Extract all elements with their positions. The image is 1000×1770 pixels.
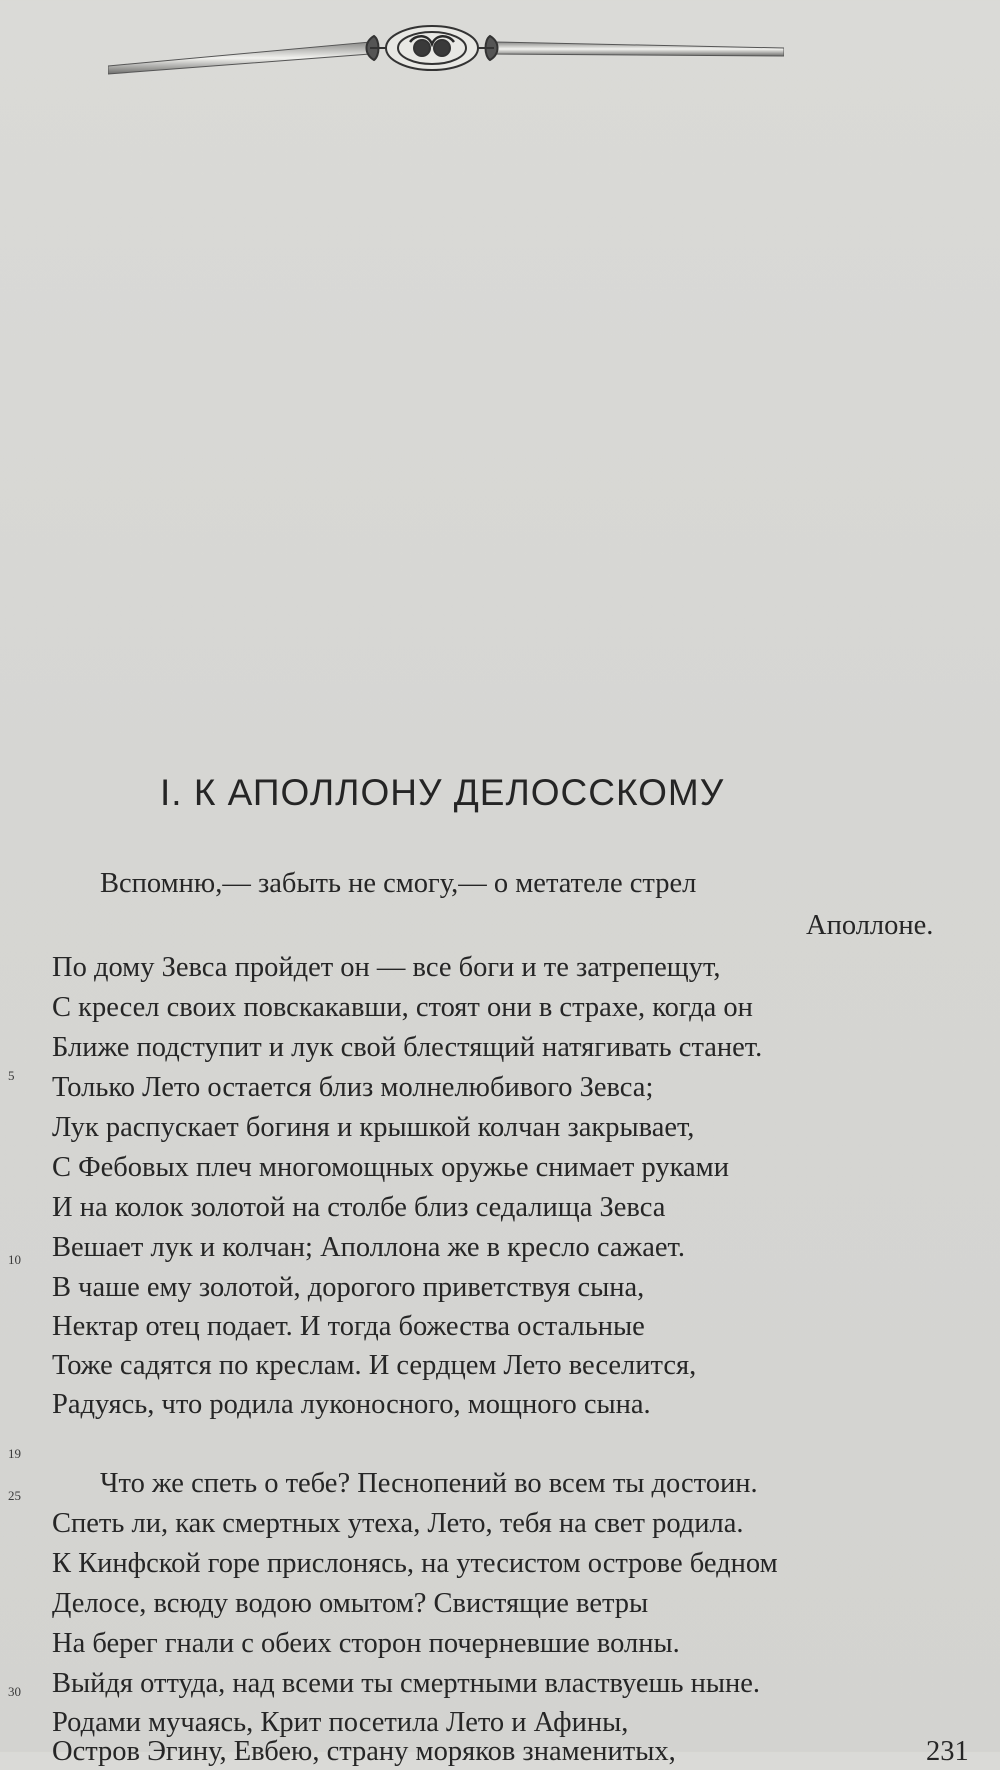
verse-line: Радуясь, что родила луконосного, мощного сына. bbox=[52, 1389, 651, 1420]
header-ornament bbox=[108, 14, 784, 86]
line-number: 30 bbox=[8, 1684, 21, 1699]
verse-line: Что же спеть о тебе? Песнопений во всем ты достоин. bbox=[100, 1468, 758, 1499]
line-number: 5 bbox=[8, 1068, 15, 1083]
page-number: 231 bbox=[926, 1736, 969, 1767]
verse-line: К Кинфской горе прислонясь, на утесистом острове бедном bbox=[52, 1548, 778, 1579]
verse-line: Лук распускает богиня и крышкой колчан закрывает, bbox=[52, 1112, 695, 1143]
verse-line: По дому Зевса пройдет он — все боги и те затрепещут, bbox=[52, 952, 721, 983]
line-number: 10 bbox=[8, 1252, 21, 1267]
verse-line: Вешает лук и колчан; Аполлона же в кресло сажает. bbox=[52, 1232, 685, 1263]
verse-line: Делосе, всюду водою омытом? Свистящие ветры bbox=[52, 1588, 649, 1619]
verse-line: Выйдя оттуда, над всеми ты смертными властвуешь ныне. bbox=[52, 1668, 761, 1699]
verse-line: С Фебовых плеч многомощных оружье снимает руками bbox=[52, 1152, 729, 1183]
poem-title: I. К АПОЛЛОНУ ДЕЛОССКОМУ bbox=[160, 772, 725, 813]
verse-line: С кресел своих повскакавши, стоят они в страхе, когда он bbox=[52, 992, 753, 1023]
verse-line: Только Лето остается близ молнелюбивого Зевса; bbox=[52, 1072, 654, 1103]
verse-line: На берег гнали с обеих сторон почерневшие волны. bbox=[52, 1628, 680, 1659]
line-number: 19 bbox=[8, 1446, 21, 1461]
line-number: 25 bbox=[8, 1488, 21, 1503]
verse-line: Тоже садятся по креслам. И сердцем Лето веселится, bbox=[52, 1350, 697, 1381]
verse-line: Остров Эгину, Евбею, страну моряков знаменитых, bbox=[52, 1736, 676, 1767]
verse-line: В чаше ему золотой, дорогого приветствуя сына, bbox=[52, 1272, 645, 1303]
verse-line: И на колок золотой на столбе близ седалища Зевса bbox=[52, 1192, 666, 1223]
verse-line: Ближе подступит и лук свой блестящий натягивать станет. bbox=[52, 1032, 763, 1063]
verse-line: Вспомню,— забыть не смогу,— о метателе стрел bbox=[100, 868, 697, 899]
verse-line: Родами мучаясь, Крит посетила Лето и Афины, bbox=[52, 1707, 629, 1738]
verse-line: Нектар отец подает. И тогда божества остальные bbox=[52, 1311, 645, 1342]
verse-line: Спеть ли, как смертных утеха, Лето, тебя на свет родила. bbox=[52, 1508, 744, 1539]
verse-line: Аполлоне. bbox=[806, 910, 934, 941]
